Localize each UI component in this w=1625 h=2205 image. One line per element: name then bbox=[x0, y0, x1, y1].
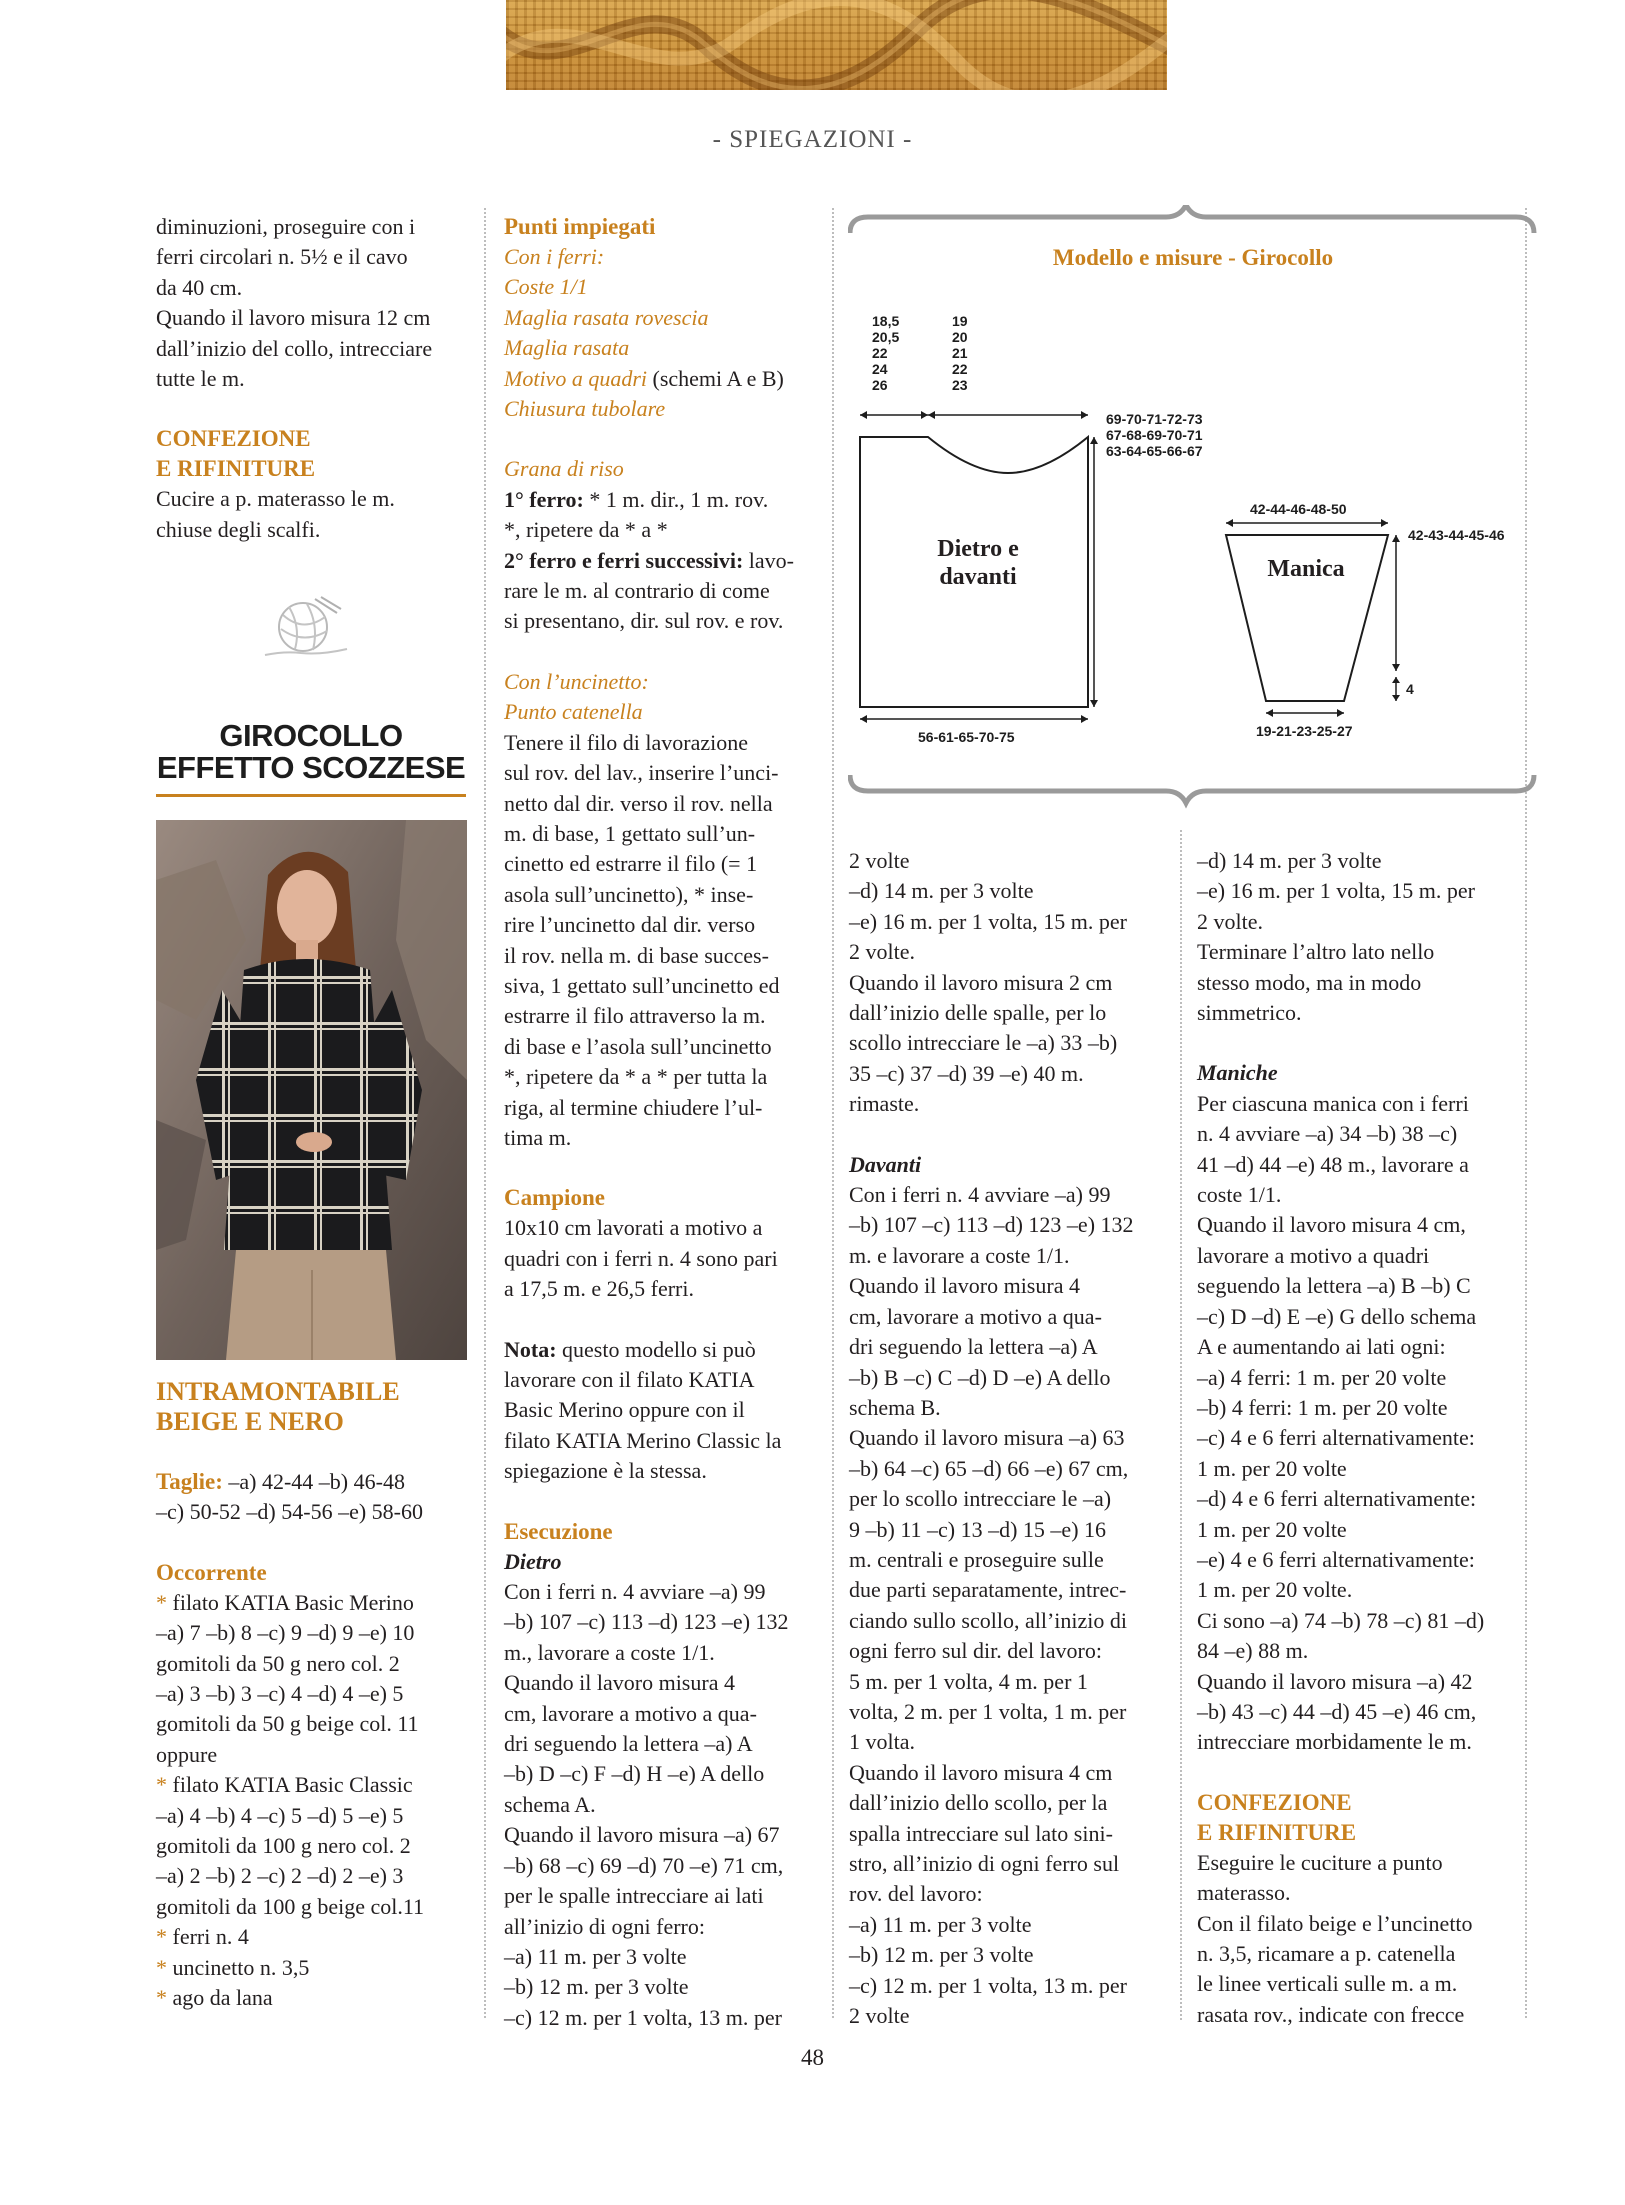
text-line: 2 volte bbox=[849, 848, 910, 873]
column-rule bbox=[484, 208, 486, 2018]
model-photo bbox=[156, 820, 467, 1360]
text-line: –b) 4 ferri: 1 m. per 20 volte bbox=[1197, 1394, 1448, 1420]
knit-texture-banner bbox=[506, 0, 1167, 90]
text-line: diminuzioni, proseguire con i bbox=[156, 214, 416, 239]
text-line: –b) 12 m. per 3 volte bbox=[504, 1974, 689, 2000]
supply-line bbox=[156, 1892, 466, 1922]
text-line: netto dal dir. verso il rov. nella bbox=[504, 790, 773, 816]
confezione-heading: E RIFINITURE bbox=[156, 456, 316, 482]
text-line: –d) 4 e 6 ferri alternativamente: bbox=[1197, 1486, 1477, 1512]
text-line: rasata rov., indicate con frecce bbox=[1197, 2001, 1465, 2027]
text-line: asola sull’uncinetto), * inse- bbox=[504, 881, 754, 907]
size-label: 67-68-69-70-71 bbox=[1106, 427, 1203, 443]
text-line: –b) 12 m. per 3 volte bbox=[849, 1942, 1034, 1968]
text-line: le linee verticali sulle m. a m. bbox=[1197, 1971, 1458, 1997]
size-label: 18,5 bbox=[872, 313, 900, 329]
text-line: –c) 4 e 6 ferri alternativamente: bbox=[1197, 1425, 1475, 1451]
text-line: –b) 68 –c) 69 –d) 70 –e) 71 cm, bbox=[504, 1852, 784, 1878]
text-line: il rov. nella m. di base succes- bbox=[504, 942, 769, 968]
text-line: ciando sullo scollo, all’inizio di bbox=[849, 1607, 1128, 1633]
occorrente-list bbox=[156, 1588, 466, 2014]
text-line: 1 m. per 20 volte bbox=[1197, 1455, 1347, 1481]
text-line: rire l’uncinetto dal dir. verso bbox=[504, 912, 756, 938]
text-line: Ci sono –a) 74 –b) 78 –c) 81 –d) bbox=[1197, 1607, 1485, 1633]
subtitle-line: INTRAMONTABILE bbox=[156, 1377, 400, 1406]
text-line: Terminare l’altro lato nello bbox=[1197, 939, 1435, 965]
sleeve-length-label: 42-43-44-45-46 bbox=[1408, 527, 1505, 543]
text-line: Per ciascuna manica con i ferri bbox=[1197, 1090, 1469, 1116]
bullet-icon: * bbox=[156, 1924, 167, 1950]
text-line bbox=[504, 485, 814, 515]
text-line: spiegazione è la stessa. bbox=[504, 1458, 707, 1484]
body-piece-label bbox=[908, 535, 1048, 591]
text-line: scollo intrecciare le –a) 33 –b) bbox=[849, 1030, 1118, 1056]
supply-line bbox=[156, 1861, 466, 1891]
confezione-heading: E RIFINITURE bbox=[1197, 1819, 1357, 1845]
text-line: –c) 12 m. per 1 volta, 13 m. per bbox=[504, 2004, 782, 2030]
maniche-heading: Maniche bbox=[1197, 1060, 1278, 1086]
confezione-heading: CONFEZIONE bbox=[156, 426, 311, 452]
text-line: filato KATIA Merino Classic la bbox=[504, 1427, 782, 1453]
supply-line bbox=[156, 1740, 466, 1770]
text-line: siva, 1 gettato sull’uncinetto ed bbox=[504, 972, 780, 998]
text-line: –a) 11 m. per 3 volte bbox=[849, 1911, 1032, 1937]
text-line: lavorare con il filato KATIA bbox=[504, 1367, 755, 1392]
size-label: 24 bbox=[872, 361, 888, 377]
text-line: Con i ferri n. 4 avviare –a) 99 bbox=[504, 1579, 766, 1605]
row-label: 1° ferro: bbox=[504, 486, 584, 512]
page-number: 48 bbox=[801, 2045, 824, 2070]
text-line: m. centrali e proseguire sulle bbox=[849, 1546, 1104, 1572]
column-4 bbox=[1197, 846, 1510, 2030]
size-label: 23 bbox=[952, 377, 968, 393]
measurement-diagram bbox=[848, 205, 1538, 825]
text-line: –b) 107 –c) 113 –d) 123 –e) 132 bbox=[504, 1609, 789, 1635]
confezione-text bbox=[1197, 1848, 1510, 2030]
text-line: –b) 43 –c) 44 –d) 45 –e) 46 cm, bbox=[1197, 1698, 1477, 1724]
davanti-text bbox=[849, 1180, 1162, 2031]
text-line: *, ripetere da * a * per tutta la bbox=[504, 1064, 768, 1090]
text-line: 2 volte. bbox=[1197, 908, 1263, 934]
bullet-icon: * bbox=[156, 1985, 167, 2011]
punti-heading: Punti impiegati bbox=[504, 214, 656, 239]
row-text: lavo- bbox=[743, 547, 794, 573]
supply-text: ago da lana bbox=[172, 1985, 273, 2011]
text-line: 84 –e) 88 m. bbox=[1197, 1638, 1309, 1664]
text-line: –e) 16 m. per 1 volta, 15 m. per bbox=[1197, 878, 1475, 904]
title-line: EFFETTO SCOZZESE bbox=[156, 750, 466, 785]
stitch-name: Chiusura tubolare bbox=[504, 396, 666, 422]
row-text: * 1 m. dir., 1 m. rov. bbox=[583, 486, 769, 512]
supply-line bbox=[156, 1831, 466, 1861]
size-label: 22 bbox=[952, 361, 968, 377]
text-line: dall’inizio dello scollo, per la bbox=[849, 1790, 1108, 1816]
dietro-heading: Dietro bbox=[504, 1548, 562, 1574]
title-line: GIROCOLLO bbox=[219, 718, 403, 753]
text-line: lavorare a motivo a quadri bbox=[1197, 1242, 1430, 1268]
text-line: intrecciare morbidamente le m. bbox=[1197, 1729, 1472, 1755]
text-line: si presentano, dir. sul rov. e rov. bbox=[504, 608, 784, 634]
confezione-heading: CONFEZIONE bbox=[1197, 1789, 1352, 1815]
column-rule bbox=[1180, 830, 1182, 2020]
subtitle-line: BEIGE E NERO bbox=[156, 1407, 344, 1436]
supply-text: oppure bbox=[156, 1741, 218, 1767]
text-line: 2 volte bbox=[849, 2003, 910, 2029]
text-line: tutte le m. bbox=[156, 366, 245, 392]
text-line: m., lavorare a coste 1/1. bbox=[504, 1639, 715, 1665]
text-line: estrarre il filo attraverso la m. bbox=[504, 1003, 766, 1029]
stitch-name: Maglia rasata bbox=[504, 335, 630, 361]
text-line bbox=[504, 546, 814, 576]
occorrente-heading: Occorrente bbox=[156, 1559, 267, 1585]
nota-text: questo modello si può bbox=[556, 1336, 756, 1362]
text-line: Quando il lavoro misura –a) 63 bbox=[849, 1425, 1125, 1451]
maniche-text bbox=[1197, 1089, 1510, 1758]
sleeve-top-label: 42-44-46-48-50 bbox=[1250, 501, 1347, 517]
text-line: A e aumentando ai lati ogni: bbox=[1197, 1334, 1446, 1360]
stitch-line bbox=[504, 364, 814, 394]
supply-line bbox=[156, 1618, 466, 1648]
text-line: 1 m. per 20 volte. bbox=[1197, 1577, 1353, 1603]
stitch-name: Motivo a quadri bbox=[504, 365, 647, 391]
body-label-line: Dietro e bbox=[937, 536, 1019, 562]
size-label: 21 bbox=[952, 345, 968, 361]
text-line: ogni ferro sul dir. del lavoro: bbox=[849, 1638, 1102, 1664]
campione-heading: Campione bbox=[504, 1185, 605, 1211]
text-line: chiuse degli scalfi. bbox=[156, 516, 321, 542]
text-line: volta, 2 m. per 1 volta, 1 m. per bbox=[849, 1698, 1127, 1724]
text-line: dri seguendo la lettera –a) A bbox=[504, 1731, 753, 1757]
grana-heading: Grana di riso bbox=[504, 456, 624, 482]
text-line: ferri circolari n. 5½ e il cavo bbox=[156, 244, 408, 270]
text-line: sul rov. del lav., inserire l’unci- bbox=[504, 760, 779, 786]
taglie-line bbox=[156, 1467, 466, 1497]
text-line: a 17,5 m. e 26,5 ferri. bbox=[504, 1276, 694, 1302]
row-label: 2° ferro e ferri successivi: bbox=[504, 547, 744, 573]
text-line: Cucire a p. materasso le m. bbox=[156, 486, 395, 512]
text-line: schema A. bbox=[504, 1791, 596, 1817]
size-label: 20 bbox=[952, 329, 968, 345]
sleeve-piece-label: Manica bbox=[1267, 556, 1345, 582]
text-line: rimaste. bbox=[849, 1091, 920, 1117]
text-line: due parti separatamente, intrec- bbox=[849, 1577, 1127, 1603]
text-line: –a) 4 ferri: 1 m. per 20 volte bbox=[1197, 1364, 1447, 1390]
text-line: rare le m. al contrario di come bbox=[504, 578, 770, 604]
size-label: 19 bbox=[952, 313, 968, 329]
text-line: Quando il lavoro misura 4 cm bbox=[849, 1759, 1113, 1785]
stitch-name: Coste 1/1 bbox=[504, 274, 588, 300]
text-line: Quando il lavoro misura 12 cm bbox=[156, 305, 431, 331]
text-line: –c) 12 m. per 1 volta, 13 m. per bbox=[849, 1972, 1127, 1998]
text-line: 1 m. per 20 volte bbox=[1197, 1516, 1347, 1542]
supply-text: gomitoli da 50 g beige col. 11 bbox=[156, 1711, 419, 1737]
yarn-ball-icon bbox=[255, 593, 355, 663]
supply-text: uncinetto n. 3,5 bbox=[172, 1954, 310, 1980]
text-line: 5 m. per 1 volta, 4 m. per 1 bbox=[849, 1668, 1088, 1694]
column-rule bbox=[832, 208, 834, 2018]
section-label: - SPIEGAZIONI - bbox=[712, 126, 913, 153]
stitch-note: (schemi A e B) bbox=[647, 365, 784, 391]
taglie-value: –a) 42-44 –b) 46-48 bbox=[228, 1469, 405, 1494]
column-1-bottom bbox=[156, 1377, 466, 2014]
text-line: cm, lavorare a motivo a qua- bbox=[504, 1700, 757, 1726]
text-line: Quando il lavoro misura 4 bbox=[849, 1273, 1080, 1299]
supply-text: filato KATIA Basic Merino bbox=[172, 1589, 414, 1615]
size-label: 22 bbox=[872, 345, 888, 361]
size-label: 69-70-71-72-73 bbox=[1106, 411, 1203, 427]
text-line: Tenere il filo di lavorazione bbox=[504, 729, 749, 755]
text-line: n. 4 avviare –a) 34 –b) 38 –c) bbox=[1197, 1121, 1458, 1147]
text-line: stro, all’inizio di ogni ferro sul bbox=[849, 1851, 1120, 1876]
col3-text bbox=[849, 846, 1162, 1120]
nota-label: Nota: bbox=[504, 1336, 557, 1362]
supply-line bbox=[156, 1588, 466, 1618]
text-line bbox=[504, 1335, 814, 1365]
text-line: stesso modo, ma in modo bbox=[1197, 969, 1422, 995]
campione-text bbox=[504, 1213, 814, 1304]
text-line: –d) 14 m. per 3 volte bbox=[1197, 848, 1382, 873]
size-label: 63-64-65-66-67 bbox=[1106, 443, 1203, 459]
text-line: –d) 14 m. per 3 volte bbox=[849, 878, 1034, 904]
bullet-icon: * bbox=[156, 1954, 167, 1980]
text-line: Con i ferri n. 4 avviare –a) 99 bbox=[849, 1182, 1111, 1208]
text-line: n. 3,5, ricamare a p. catenella bbox=[1197, 1941, 1456, 1966]
text-line: m. e lavorare a coste 1/1. bbox=[849, 1242, 1070, 1268]
neck-width-labels bbox=[952, 313, 968, 393]
text-line: –a) 11 m. per 3 volte bbox=[504, 1943, 687, 1969]
text-line: schema B. bbox=[849, 1394, 941, 1420]
text-line: *, ripetere da * a * bbox=[504, 517, 668, 543]
col4-text bbox=[1197, 846, 1510, 1028]
text-line: tima m. bbox=[504, 1124, 572, 1150]
text-line: –b) 107 –c) 113 –d) 123 –e) 132 bbox=[849, 1212, 1134, 1238]
sleeve-bottom-label: 19-21-23-25-27 bbox=[1256, 723, 1353, 739]
text-line: 10x10 cm lavorati a motivo a bbox=[504, 1215, 763, 1241]
supply-line bbox=[156, 1679, 466, 1709]
text-line: 35 –c) 37 –d) 39 –e) 40 m. bbox=[849, 1060, 1084, 1086]
text-line: all’inizio di ogni ferro: bbox=[504, 1913, 705, 1939]
text-line: –b) 64 –c) 65 –d) 66 –e) 67 cm, bbox=[849, 1455, 1129, 1481]
text-line: dri seguendo la lettera –a) A bbox=[849, 1334, 1098, 1360]
supply-text: –a) 4 –b) 4 –c) 5 –d) 5 –e) 5 bbox=[156, 1802, 404, 1828]
text-line: riga, al termine chiudere l’ul- bbox=[504, 1094, 763, 1120]
nota-text bbox=[504, 1365, 814, 1487]
text-line: simmetrico. bbox=[1197, 1000, 1302, 1026]
con-i-ferri-label: Con i ferri: bbox=[504, 244, 605, 269]
text-line: Quando il lavoro misura –a) 42 bbox=[1197, 1668, 1473, 1694]
supply-line bbox=[156, 1709, 466, 1739]
supply-text: –a) 7 –b) 8 –c) 9 –d) 9 –e) 10 bbox=[156, 1620, 415, 1646]
title-underline bbox=[156, 794, 466, 797]
cable-knit-image bbox=[506, 0, 1167, 90]
taglie-line: –c) 50-52 –d) 54-56 –e) 58-60 bbox=[156, 1499, 423, 1525]
supply-line bbox=[156, 1953, 466, 1983]
text-line: coste 1/1. bbox=[1197, 1182, 1282, 1208]
supply-text: –a) 2 –b) 2 –c) 2 –d) 2 –e) 3 bbox=[156, 1863, 404, 1889]
text-line: 1 volta. bbox=[849, 1729, 915, 1755]
supply-line bbox=[156, 1770, 466, 1800]
body-width-label: 56-61-65-70-75 bbox=[918, 729, 1015, 745]
body-label-line: davanti bbox=[939, 564, 1017, 590]
column-1-top bbox=[156, 212, 466, 545]
dietro-text bbox=[504, 1577, 814, 2033]
size-label: 26 bbox=[872, 377, 888, 393]
text-line: dall’inizio del collo, intrecciare bbox=[156, 335, 433, 361]
text-line: –c) D –d) E –e) G dello schema bbox=[1197, 1303, 1477, 1329]
text-line: –b) B –c) C –d) D –e) A dello bbox=[849, 1364, 1111, 1390]
text-line: spalla intrecciare sul lato sini- bbox=[849, 1820, 1113, 1846]
supply-line bbox=[156, 1983, 466, 2013]
uncinetto-heading: Con l’uncinetto: bbox=[504, 668, 649, 694]
supply-text: gomitoli da 50 g nero col. 2 bbox=[156, 1650, 400, 1676]
text-line: quadri con i ferri n. 4 sono pari bbox=[504, 1245, 778, 1271]
supply-line bbox=[156, 1801, 466, 1831]
catenella-heading: Punto catenella bbox=[504, 699, 643, 725]
text-line: cm, lavorare a motivo a qua- bbox=[849, 1303, 1102, 1329]
text-line: cinetto ed estrarre il filo (= 1 bbox=[504, 851, 758, 877]
text-line: per lo scollo intrecciare le –a) bbox=[849, 1486, 1112, 1512]
column-3 bbox=[849, 846, 1162, 2031]
supply-line bbox=[156, 1649, 466, 1679]
supply-text: ferri n. 4 bbox=[172, 1924, 249, 1950]
text-line: di base e l’asola sull’uncinetto bbox=[504, 1033, 772, 1059]
text-line: Eseguire le cuciture a punto bbox=[1197, 1849, 1443, 1875]
text-line: rov. del lavoro: bbox=[849, 1881, 983, 1907]
text-line: Basic Merino oppure con il bbox=[504, 1397, 745, 1423]
text-line: Quando il lavoro misura –a) 67 bbox=[504, 1822, 780, 1848]
size-label: 20,5 bbox=[872, 329, 900, 345]
text-line: dall’inizio delle spalle, per lo bbox=[849, 1000, 1107, 1026]
article-title bbox=[156, 720, 466, 797]
text-line: Quando il lavoro misura 2 cm bbox=[849, 969, 1113, 995]
text-line: Quando il lavoro misura 4 cm, bbox=[1197, 1212, 1466, 1238]
neck-size-labels bbox=[872, 313, 899, 393]
text-line: 9 –b) 11 –c) 13 –d) 15 –e) 16 bbox=[849, 1516, 1107, 1542]
text-line: 41 –d) 44 –e) 48 m., lavorare a bbox=[1197, 1151, 1469, 1177]
length-labels bbox=[1106, 411, 1203, 459]
text-line: Con il filato beige e l’uncinetto bbox=[1197, 1910, 1473, 1936]
supply-line bbox=[156, 1922, 466, 1952]
text-line: materasso. bbox=[1197, 1880, 1291, 1906]
text-line: –e) 4 e 6 ferri alternativamente: bbox=[1197, 1546, 1475, 1572]
diagram-title: Modello e misure - Girocollo bbox=[1052, 245, 1334, 270]
sleeve-cuff-label: 4 bbox=[1406, 681, 1414, 697]
text-line: seguendo la lettera –a) B –b) C bbox=[1197, 1273, 1471, 1299]
text-line: –b) D –c) F –d) H –e) A dello bbox=[504, 1761, 765, 1787]
column-2 bbox=[504, 212, 814, 2033]
esecuzione-heading: Esecuzione bbox=[504, 1518, 613, 1544]
bullet-icon: * bbox=[156, 1772, 167, 1798]
stitch-name: Maglia rasata rovescia bbox=[504, 304, 709, 330]
text-line: –e) 16 m. per 1 volta, 15 m. per bbox=[849, 908, 1127, 934]
text-line: da 40 cm. bbox=[156, 274, 243, 300]
bullet-icon: * bbox=[156, 1589, 167, 1615]
supply-text: –a) 3 –b) 3 –c) 4 –d) 4 –e) 5 bbox=[156, 1681, 404, 1707]
supply-text: filato KATIA Basic Classic bbox=[172, 1772, 413, 1798]
catenella-text bbox=[504, 728, 814, 1154]
text-line: per le spalle intrecciare ai lati bbox=[504, 1883, 764, 1909]
text-line: m. di base, 1 gettato sull’un- bbox=[504, 820, 756, 846]
supply-text: gomitoli da 100 g beige col.11 bbox=[156, 1893, 425, 1919]
text-line: Quando il lavoro misura 4 bbox=[504, 1670, 735, 1696]
davanti-heading: Davanti bbox=[849, 1151, 922, 1177]
taglie-label: Taglie: bbox=[156, 1469, 223, 1494]
supply-text: gomitoli da 100 g nero col. 2 bbox=[156, 1833, 411, 1859]
text-line: 2 volte. bbox=[849, 939, 915, 965]
